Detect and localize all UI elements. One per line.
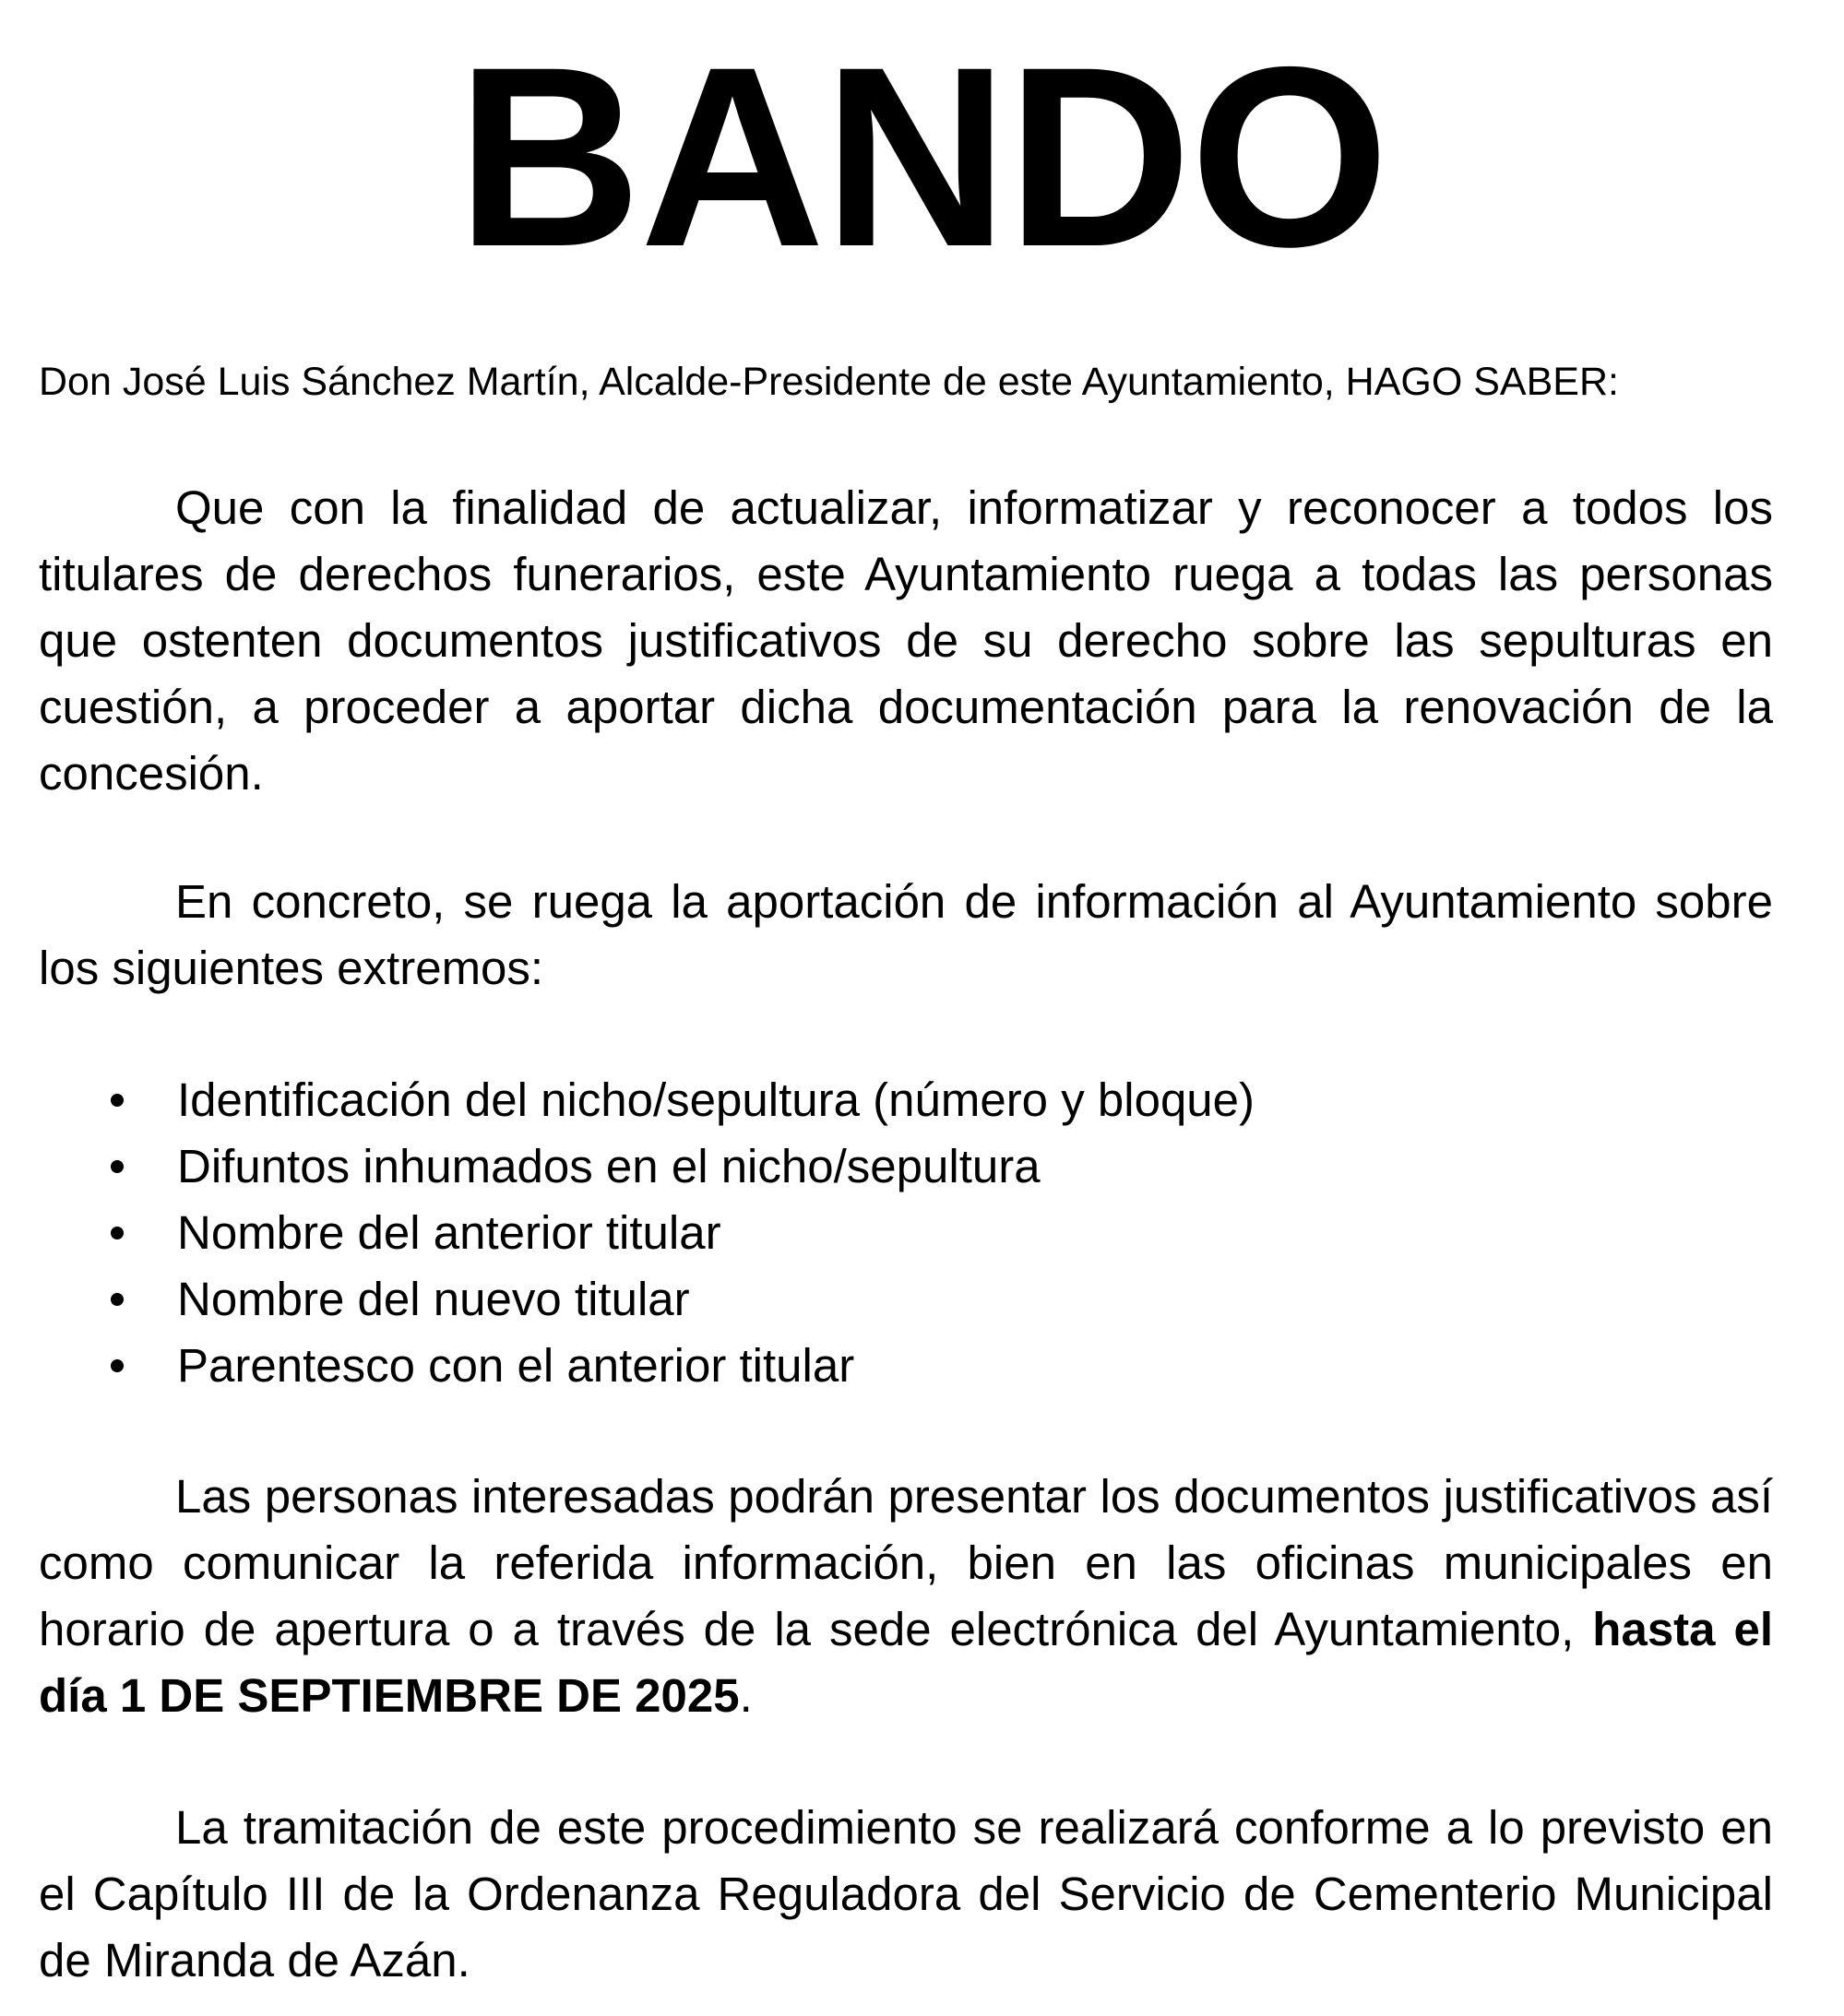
list-item (39, 1333, 1773, 1399)
bullet-icon (111, 1160, 124, 1173)
bullet-icon (111, 1293, 124, 1306)
bullet-icon (111, 1227, 124, 1239)
paragraph-request: En concreto, se ruega la aportación de información al Ayuntamiento sobre los siguientes extremos: (39, 875, 1773, 994)
paragraph-regulation: La tramitación de este procedimiento se realizará conforme a lo previsto en el Capítulo III de la Ordenanza Reguladora del Servicio de Cementerio Municipal de Miranda de Azán. (39, 1801, 1773, 1986)
submission-end: . (739, 1669, 753, 1722)
intro-line: Don José Luis Sánchez Martín, Alcalde-Presidente de este Ayuntamiento, HAGO SABER: (39, 360, 1619, 404)
paragraph-purpose: Que con la finalidad de actualizar, informatizar y reconocer a todos los titulares de derechos funerarios, este Ayuntamiento ruega a todas las personas que ostenten documentos justificativos de su derecho sobre las sepulturas en cuestión, a proceder a aportar dicha documentación para la renovación de la concesión. (39, 481, 1773, 800)
list-item (39, 1133, 1773, 1200)
bullet-icon (111, 1359, 124, 1372)
list-item-text: Identificación del nicho/sepultura (número y bloque) (177, 1073, 1255, 1126)
submission-text: Las personas interesadas podrán presentar los documentos justificativos así como comunicar la referida información, bien en las oficinas municipales en horario de apertura o a través de la sede electrónica del Ayuntamiento, (39, 1470, 1773, 1655)
paragraph-submission (39, 1464, 1773, 1729)
document-title: BANDO (456, 13, 1388, 300)
list-item (39, 1266, 1773, 1333)
list-item-text: Difuntos inhumados en el nicho/sepultura (177, 1140, 1041, 1192)
list-item-text: Nombre del anterior titular (177, 1206, 721, 1259)
list-item (39, 1200, 1773, 1266)
deadline-text: hasta el día 1 DE SEPTIEMBRE DE 2025 (39, 1603, 1773, 1722)
list-item-text: Parentesco con el anterior titular (177, 1339, 855, 1392)
list-item (39, 1067, 1773, 1133)
list-item-text: Nombre del nuevo titular (177, 1273, 690, 1325)
bullet-icon (111, 1094, 124, 1107)
requirements-list (39, 1067, 1773, 1399)
